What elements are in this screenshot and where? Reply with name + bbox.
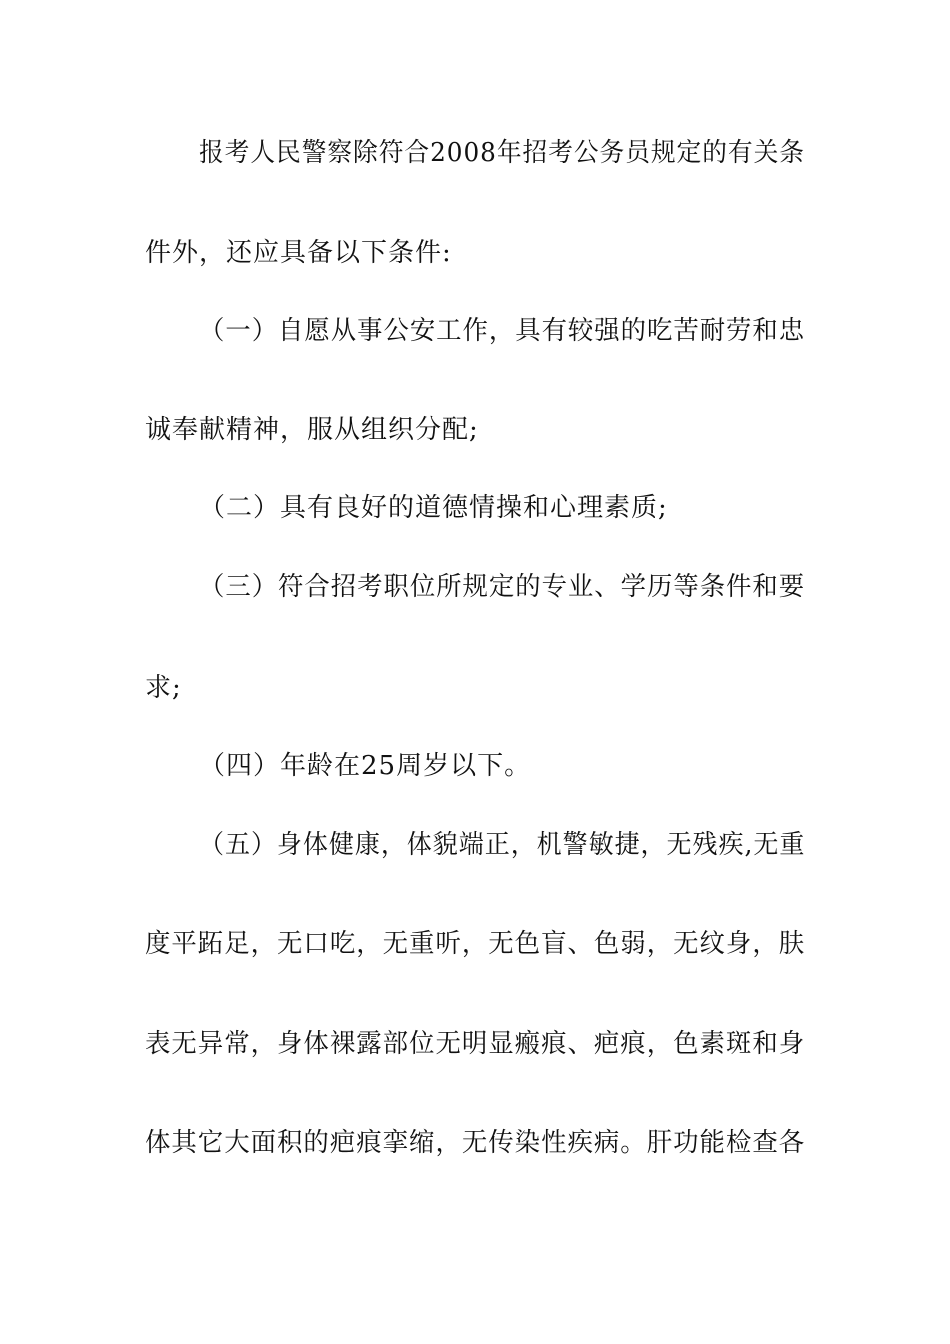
condition-5-line-4: 体其它大面积的疤痕挛缩，无传染性疾病。肝功能检查各 bbox=[145, 1128, 806, 1158]
condition-1-line-2: 诚奉献精神，服从组织分配; bbox=[145, 415, 479, 445]
condition-5-line-3: 表无异常，身体裸露部位无明显瘢痕、疤痕，色素斑和身 bbox=[145, 1029, 806, 1059]
condition-3-line-2: 求; bbox=[145, 673, 182, 703]
condition-5-line-2: 度平跖足，无口吃，无重听，无色盲、色弱，无纹身，肤 bbox=[145, 929, 806, 959]
paragraph-intro-line-2: 件外，还应具备以下条件: bbox=[145, 238, 452, 268]
condition-1-line-1: （一）自愿从事公安工作，具有较强的吃苦耐劳和忠 bbox=[199, 316, 806, 346]
condition-5-line-1: （五）身体健康，体貌端正，机警敏捷，无残疾,无重 bbox=[199, 830, 806, 860]
condition-2-line-1: （二）具有良好的道德情操和心理素质; bbox=[199, 493, 668, 523]
paragraph-intro-line-1: 报考人民警察除符合2008年招考公务员规定的有关条 bbox=[199, 138, 805, 168]
condition-4-line-1: （四）年龄在25周岁以下。 bbox=[199, 751, 532, 781]
condition-3-line-1: （三）符合招考职位所规定的专业、学历等条件和要 bbox=[199, 572, 806, 602]
